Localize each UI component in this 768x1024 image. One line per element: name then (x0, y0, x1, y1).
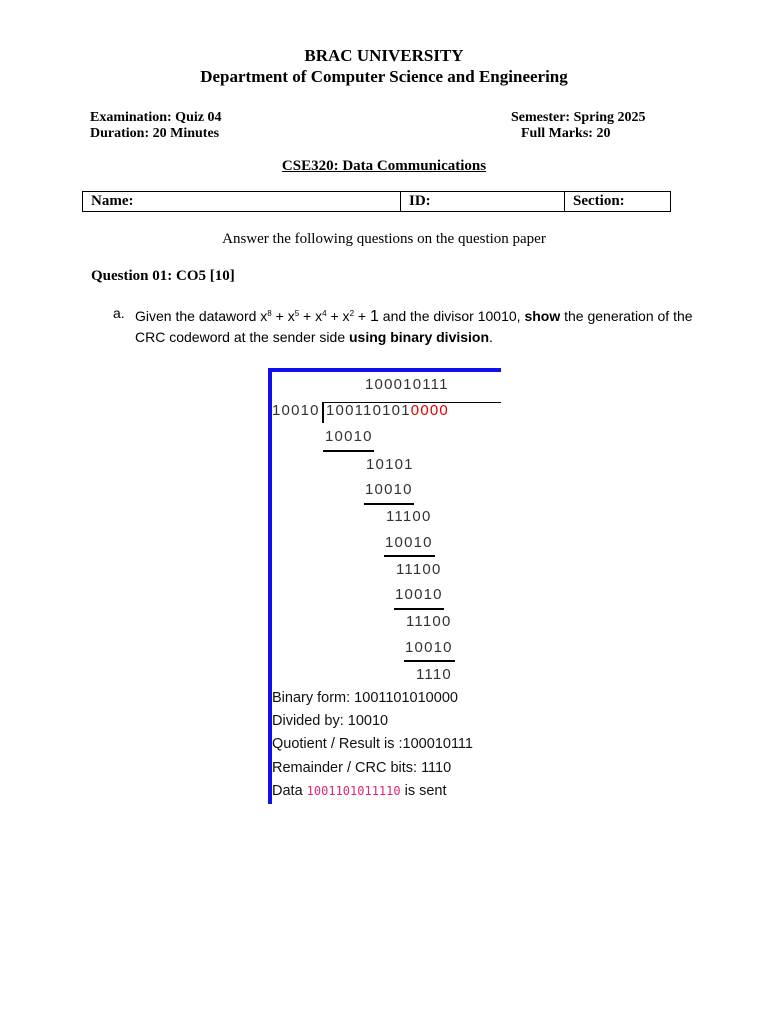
step-remainder: 11100 (406, 613, 452, 630)
margin-bar-horizontal (268, 368, 501, 372)
step-subtrahend: 10010 (385, 534, 433, 551)
codeword: 1001101011110 (306, 784, 401, 798)
quotient: 100010111 (365, 376, 449, 393)
q-text: the generation of the CRC codeword at the sender side (135, 308, 693, 345)
student-info-table (82, 191, 671, 212)
step-underline (404, 660, 455, 662)
answer-work-area (268, 368, 508, 804)
exponent: 4 (322, 309, 327, 318)
divided-by-line: Divided by: 10010 (272, 713, 389, 729)
step-remainder: 11100 (386, 508, 432, 525)
step-subtrahend: 10010 (395, 586, 443, 603)
section-field[interactable]: Section: (573, 193, 625, 209)
step-underline (323, 450, 374, 452)
university-name: BRAC UNIVERSITY (304, 46, 464, 65)
q-text: + x (326, 308, 350, 324)
semester-label: Semester: Spring 2025 (511, 110, 646, 125)
binary-form-line: Binary form: 1001101010000 (272, 690, 458, 706)
course-title: CSE320: Data Communications (281, 158, 487, 174)
step-remainder: 10101 (366, 456, 414, 473)
division-bracket (322, 402, 324, 423)
q-bold-method: using binary division (349, 329, 490, 345)
q-text: + x (299, 308, 323, 324)
appended-zeros: 0000 (410, 402, 449, 419)
dividend (326, 402, 449, 419)
step-remainder: 11100 (396, 561, 442, 578)
exponent: 8 (267, 309, 272, 318)
step-underline (364, 503, 414, 505)
q-text: and the divisor 10010, (378, 308, 525, 324)
quotient-line: Quotient / Result is :100010111 (272, 736, 473, 752)
constant-term: 1 (369, 308, 379, 325)
q-text: . (489, 329, 493, 345)
remainder-line: Remainder / CRC bits: 1110 (272, 760, 452, 776)
q-text: + (354, 308, 370, 324)
q-text: + x (271, 308, 295, 324)
name-field[interactable]: Name: (83, 192, 401, 211)
duration-label: Duration: 20 Minutes (90, 126, 220, 141)
exam-info-right (511, 110, 646, 142)
step-subtrahend: 10010 (325, 428, 373, 445)
q-text: Given the dataword x (135, 308, 268, 324)
exponent: 2 (349, 309, 355, 318)
exponent: 5 (294, 309, 300, 318)
final-remainder: 1110 (416, 666, 452, 683)
step-underline (384, 555, 435, 557)
question-text (135, 303, 695, 348)
department-name: Department of Computer Science and Engineering (200, 67, 568, 86)
data-suffix: is sent (400, 783, 447, 799)
question-heading: Question 01: CO5 [10] (91, 268, 235, 284)
q-bold-show: show (524, 308, 561, 324)
exam-info-left (90, 110, 221, 142)
examination-label: Examination: Quiz 04 (90, 110, 222, 125)
data-prefix: Data (272, 783, 307, 799)
data-sent-line (272, 783, 447, 799)
step-subtrahend: 10010 (405, 639, 453, 656)
dividend-digits: 100110101 (326, 402, 411, 419)
part-label: a. (113, 305, 125, 321)
step-underline (394, 608, 444, 610)
step-subtrahend: 10010 (365, 481, 413, 498)
full-marks-label: Full Marks: 20 (521, 126, 611, 141)
instructions: Answer the following questions on the question paper (222, 231, 546, 247)
divisor: 10010 (272, 402, 320, 419)
id-field[interactable]: ID: (401, 192, 565, 211)
